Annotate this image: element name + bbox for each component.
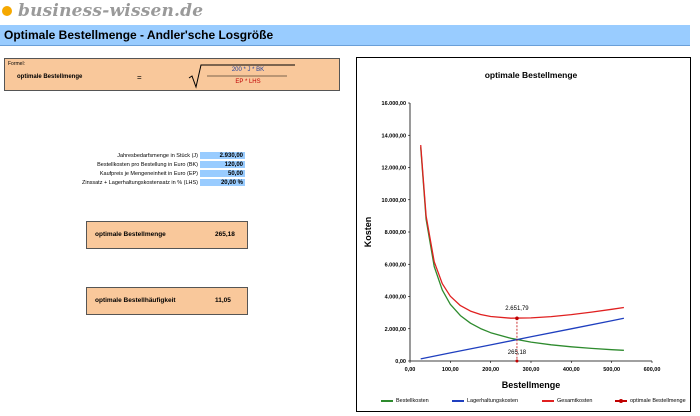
optimal-quantity-label: optimale Bestellmenge: [95, 231, 166, 238]
formula-name: optimale Bestellmenge: [17, 74, 83, 80]
param-label: Kaufpreis je Mengeneinheit in Euro (EP): [99, 171, 198, 177]
y-tick-label: 4.000,00: [384, 294, 406, 301]
optimum-quantity-label: 265,18: [507, 350, 527, 356]
optimum-point: [515, 316, 519, 320]
legend-marker: [619, 399, 623, 403]
optimal-quantity-value: 265,18: [215, 231, 235, 238]
series-line-bestellkosten: [421, 147, 624, 350]
series-line-gesamtkosten: [421, 145, 624, 318]
legend-item: [381, 398, 429, 404]
formula-numerator: 200 * J * BK: [231, 67, 265, 73]
param-value-input[interactable]: 120,00: [200, 161, 245, 169]
legend-label: Bestellkosten: [396, 398, 429, 404]
x-tick-label: 300,00: [522, 367, 540, 373]
x-tick-label: 500,00: [603, 367, 621, 373]
chart-legend: [357, 398, 690, 408]
optimal-frequency-label: optimale Bestellhäufigkeit: [95, 297, 176, 304]
legend-item: [542, 398, 592, 404]
optimal-frequency-box: [86, 287, 248, 315]
formula-denominator: EP * LHS: [235, 79, 261, 85]
y-tick-label: 10.000,00: [381, 197, 406, 204]
cost-chart: [357, 58, 690, 398]
x-tick-label: 400,00: [562, 367, 580, 373]
legend-label: Lagerhaltungskosten: [467, 398, 519, 404]
y-tick-label: 12.000,00: [381, 165, 406, 172]
legend-item: [452, 398, 518, 404]
x-tick-label: 600,00: [643, 367, 661, 373]
y-axis-label: Kosten: [363, 216, 373, 248]
param-value-input[interactable]: 2.930,00: [200, 152, 245, 160]
y-tick-label: 16.000,00: [381, 101, 406, 107]
legend-swatch: [381, 400, 393, 402]
legend-swatch: [542, 400, 554, 402]
param-label: Bestellkosten pro Bestellung in Euro (BK): [97, 162, 198, 168]
logo-dot-icon: [2, 6, 12, 16]
x-tick-label: 200,00: [482, 367, 500, 373]
y-tick-label: 8.000,00: [384, 230, 406, 236]
formula-box: [4, 58, 340, 91]
formula-equals: =: [137, 73, 142, 82]
chart-title: optimale Bestellmenge: [484, 70, 578, 80]
param-label: Zinssatz + Lagerhaltungskostensatz in % (LHS): [81, 180, 198, 186]
brand-logo: [0, 0, 203, 22]
optimum-cost-label: 2.651,79: [505, 306, 529, 313]
legend-swatch: [615, 400, 627, 402]
optimum-axis-point: [515, 360, 518, 363]
y-tick-label: 2.000,00: [384, 326, 406, 333]
param-value-input[interactable]: 20,00 %: [200, 179, 245, 187]
chart-panel[interactable]: [356, 57, 691, 412]
brand-name: business-wissen.de: [18, 1, 204, 21]
y-tick-label: 14.000,00: [381, 133, 406, 140]
formula-label: Formel:: [8, 61, 25, 67]
x-tick-label: 100,00: [441, 367, 459, 373]
title-bar: [0, 25, 690, 46]
y-tick-label: 0,00: [395, 359, 406, 365]
param-value-input[interactable]: 50,00: [200, 170, 245, 178]
legend-label: Gesamtkosten: [557, 398, 593, 404]
legend-item: [615, 398, 686, 404]
legend-swatch: [452, 400, 464, 402]
param-label: Jahresbedarfsmenge in Stück (J): [117, 153, 198, 159]
optimal-quantity-box: [86, 221, 248, 249]
legend-label: optimale Bestellmenge: [630, 398, 686, 404]
x-axis-label: Bestellmenge: [501, 380, 561, 390]
optimal-frequency-value: 11,05: [215, 297, 231, 304]
page-title: Optimale Bestellmenge - Andler'sche Losgröße: [4, 28, 274, 42]
y-tick-label: 6.000,00: [384, 262, 406, 269]
x-tick-label: 0,00: [404, 367, 416, 373]
